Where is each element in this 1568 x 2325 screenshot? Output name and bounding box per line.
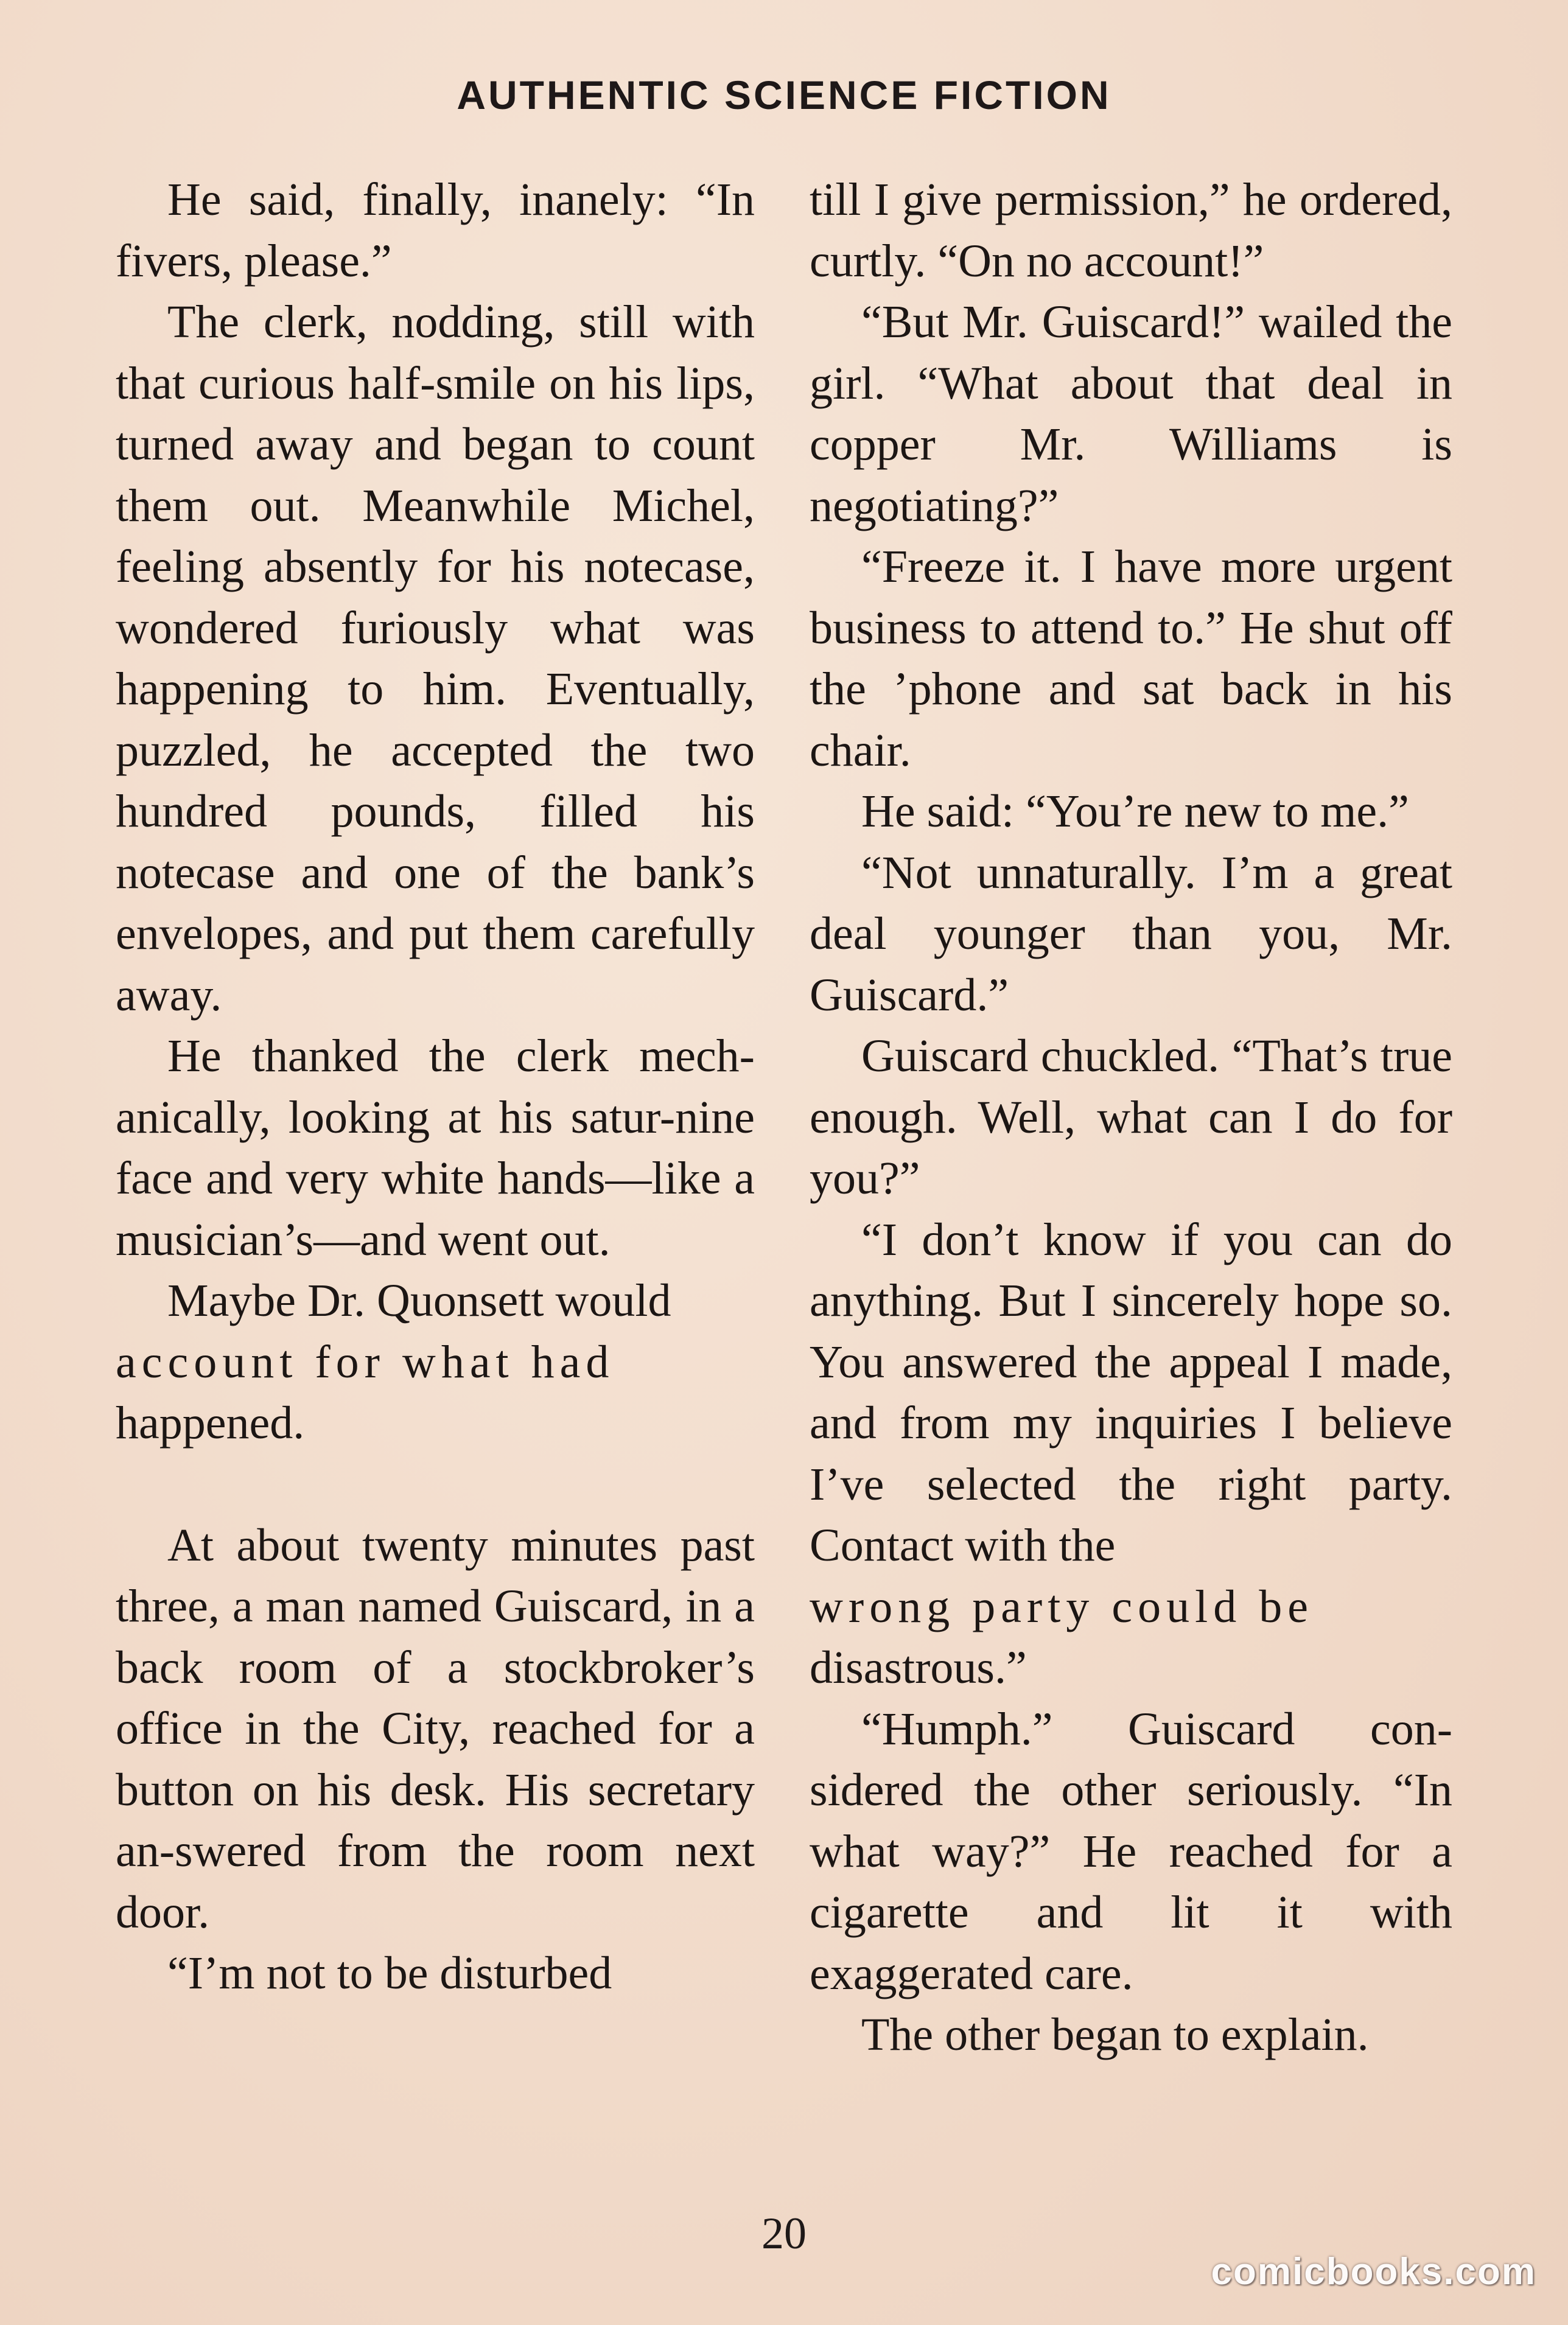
paragraph: “Humph.” Guiscard con-sidered the other seriously. “In what way?” He reached for a cigarette and lit it with exaggerated care. — [810, 1703, 1452, 1999]
paragraph: “I’m not to be disturbed — [167, 1948, 612, 1999]
watermark-logo: comicbooks.com — [1211, 2251, 1536, 2293]
paragraph: “But Mr. Guiscard!” wailed the girl. “What about that deal in copper Mr. Williams is negotiating?” — [810, 296, 1452, 531]
paragraph-line: happened. — [116, 1397, 305, 1449]
paragraph: He said: “You’re new to me.” — [861, 786, 1409, 837]
left-text-column — [116, 169, 755, 2004]
paragraph: The other began to explain. — [861, 2009, 1369, 2060]
paragraph: The clerk, nodding, still with that curious half-smile on his lips, turned away and began to count them out. Meanwhile Michel, feeling absently for his notecase, wondered furiously what was happening to him. Eventually, puzzled, he accepted the two hundred pounds, filled his notecase and one of the bank’s envelopes, and put them carefully away. — [116, 296, 755, 1021]
paragraph: At about twenty minutes past three, a man named Guiscard, in a back room of a stockbroker’s office in the City, reached for a button on his desk. His secretary an-swered from the room next door. — [116, 1519, 755, 1938]
page-number: 20 — [761, 2209, 807, 2259]
paragraph: He thanked the clerk mech-anically, looking at his satur-nine face and very white hands—like a musician’s—and went out. — [116, 1030, 755, 1265]
right-text-column — [810, 169, 1452, 2066]
paragraph: He said, finally, inanely: “In fivers, please.” — [116, 174, 755, 287]
paragraph: “Not unnaturally. I’m a great deal younger than you, Mr. Guiscard.” — [810, 847, 1452, 1021]
paragraph-line: wrong party could be — [810, 1581, 1314, 1632]
paragraph-line: account for what had — [116, 1336, 615, 1388]
running-title: AUTHENTIC SCIENCE FICTION — [457, 72, 1111, 117]
section-break — [116, 1454, 755, 1515]
paragraph: Guiscard chuckled. “That’s true enough. Well, what can I do for you?” — [810, 1030, 1452, 1204]
paragraph: Maybe Dr. Quonsett would — [167, 1275, 671, 1326]
paragraph: “Freeze it. I have more urgent business to attend to.” He shut off the ’phone and sat back in his chair. — [810, 541, 1452, 776]
paragraph: “I don’t know if you can do anything. But I sincerely hope so. You answered the appeal I made, and from my inquiries I believe I’ve selected the right party. Contact with the — [810, 1214, 1452, 1571]
paragraph: till I give permission,” he ordered, curtly. “On no account!” — [810, 174, 1452, 287]
paragraph-line: disastrous.” — [810, 1642, 1027, 1693]
